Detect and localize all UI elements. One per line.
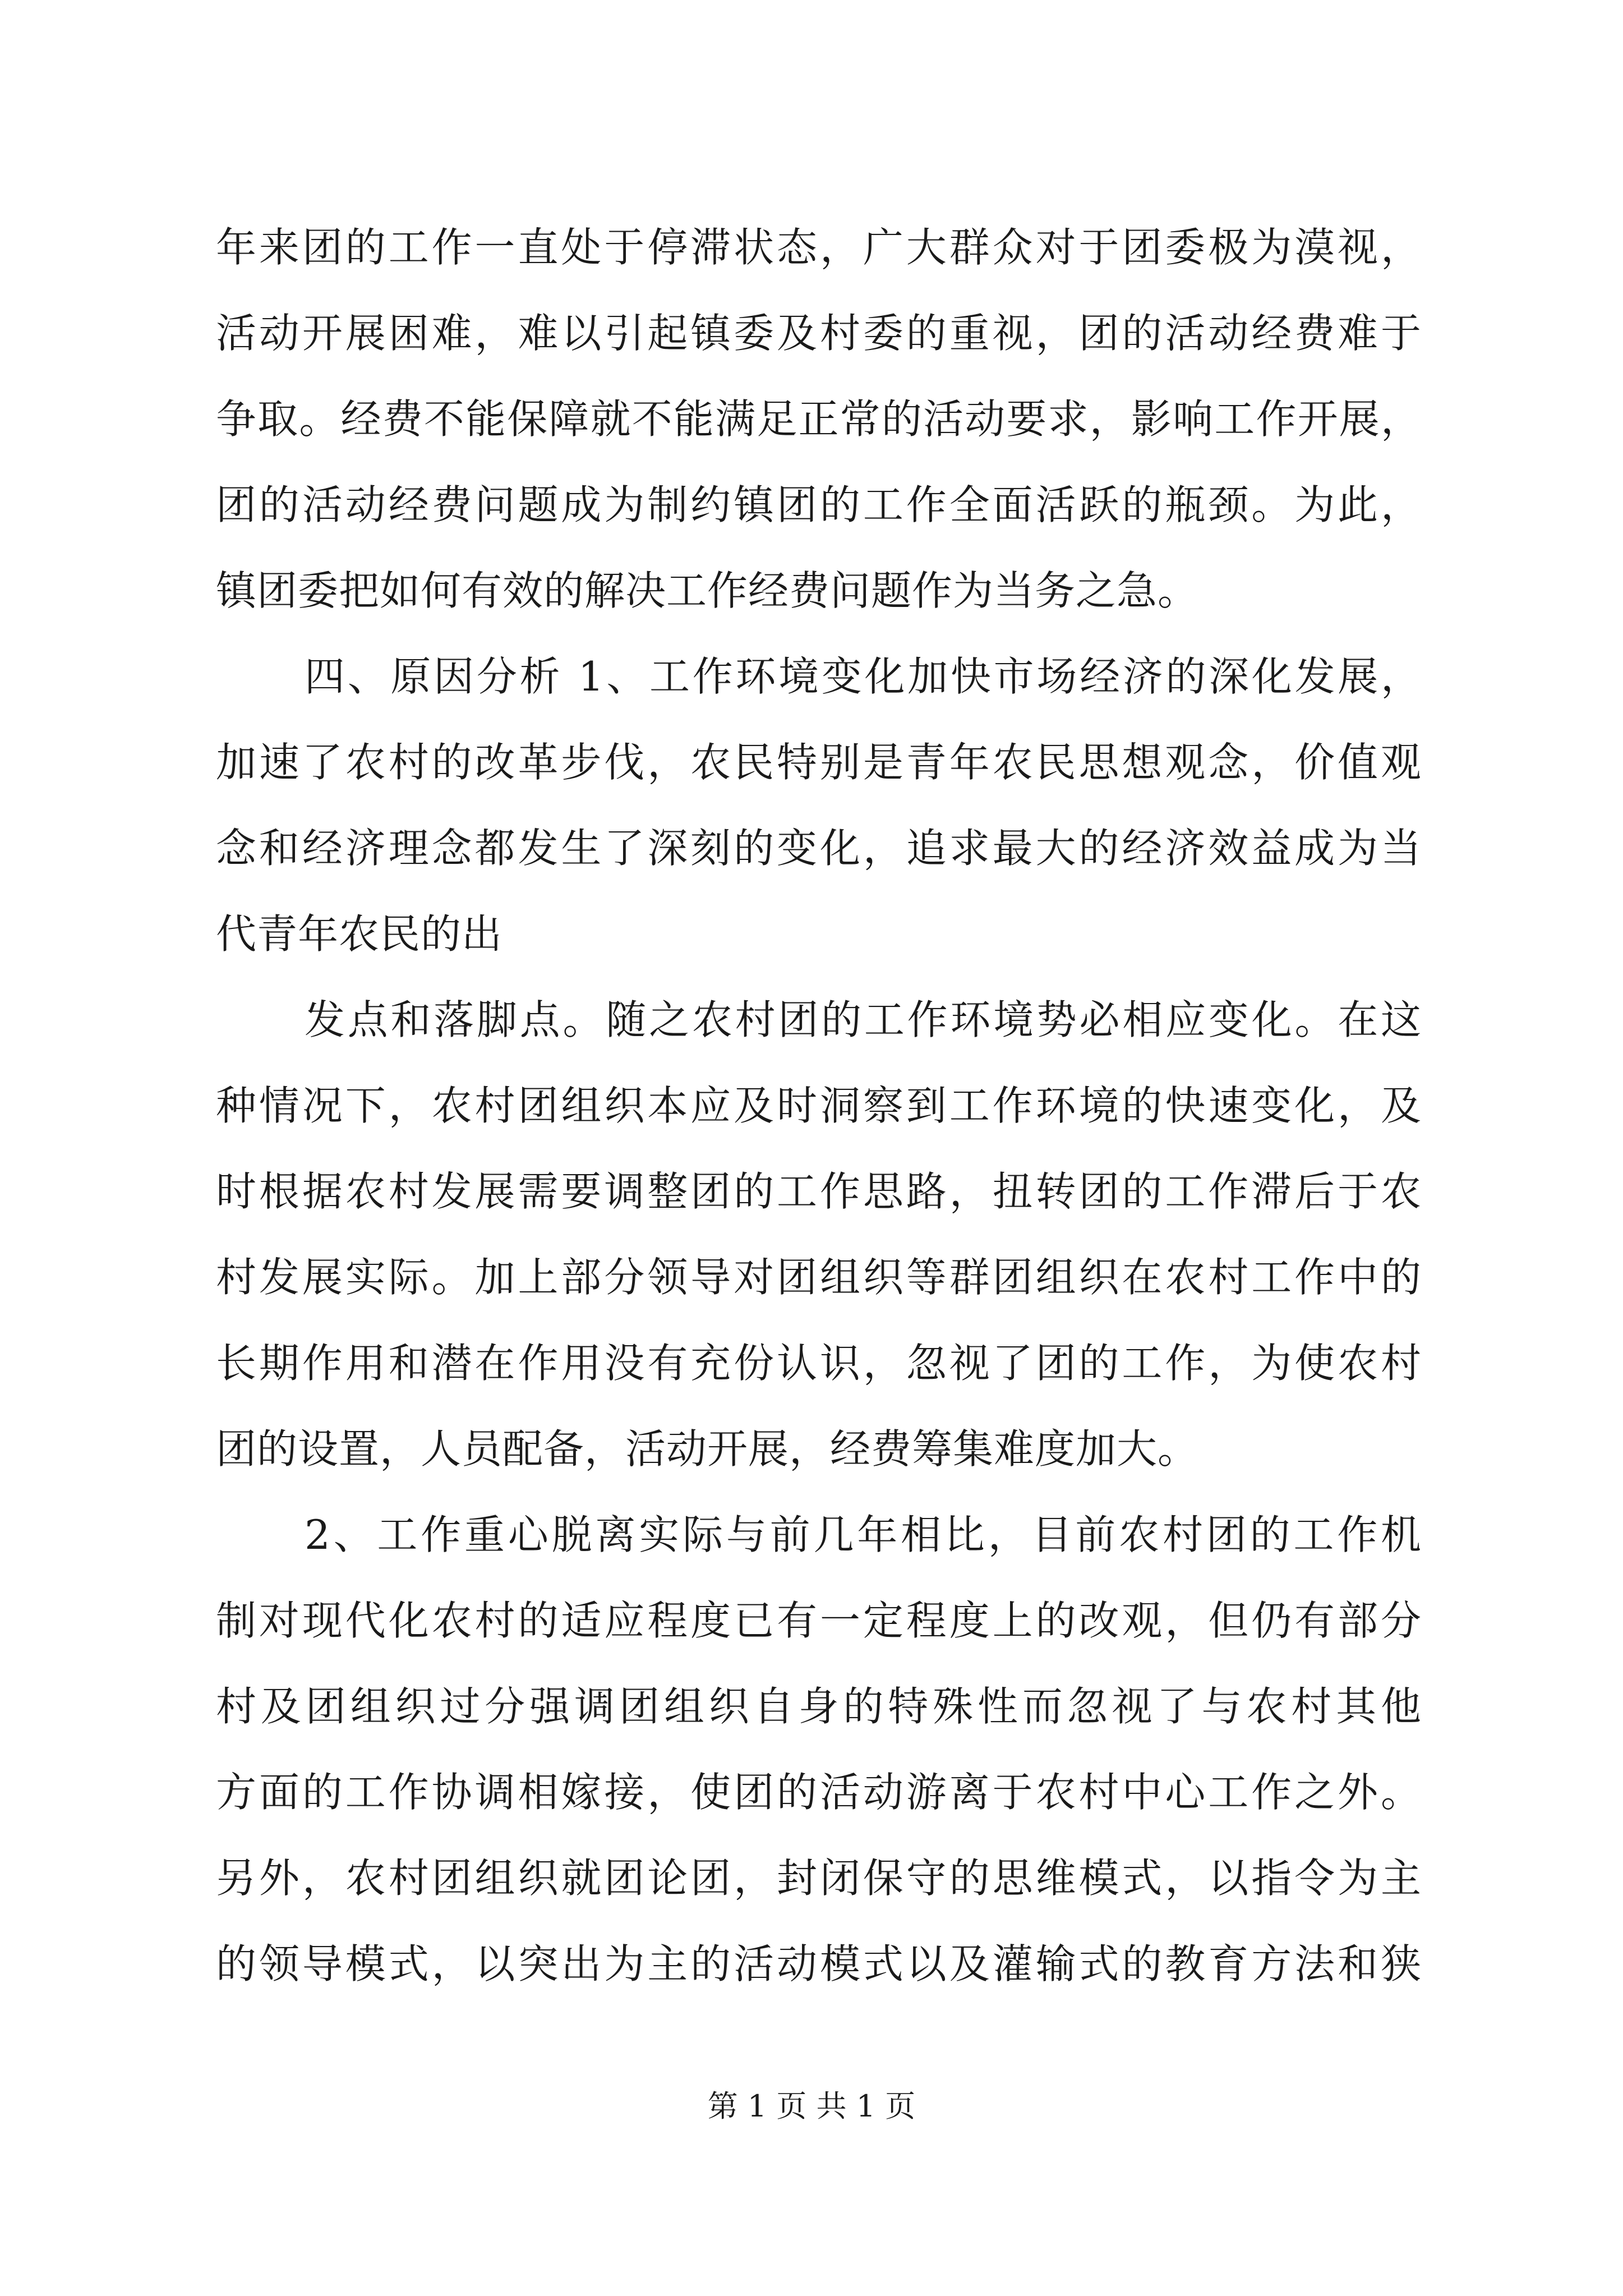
text-line: 镇团委把如何有效的解决工作经费问题作为当务之急。 xyxy=(216,567,1199,614)
text-line: 争取。经费不能保障就不能满足正常的活动要求，影响工作开展， xyxy=(216,395,1422,443)
text-line: 另外，农村团组织就团论团，封闭保守的思维模式，以指令为主 xyxy=(216,1855,1422,1902)
document-body xyxy=(216,205,1422,2007)
page-number: 第 1 页 共 1 页 xyxy=(707,2088,916,2124)
text-line: 的领导模式，以突出为主的活动模式以及灌输式的教育方法和狭 xyxy=(216,1940,1422,1987)
text-line: 团的活动经费问题成为制约镇团的工作全面活跃的瓶颈。为此， xyxy=(216,481,1422,528)
text-line: 村及团组织过分强调团组织自身的特殊性而忽视了与农村其他 xyxy=(216,1683,1422,1730)
text-line: 年来团的工作一直处于停滞状态，广大群众对于团委极为漠视， xyxy=(216,224,1422,271)
text-line: 长期作用和潜在作用没有充份认识，忽视了团的工作，为使农村 xyxy=(216,1340,1422,1387)
text-line: 四、原因分析 1、工作环境变化加快市场经济的深化发展， xyxy=(305,653,1422,700)
text-line: 代青年农民的出 xyxy=(216,910,503,958)
text-line: 种情况下，农村团组织本应及时洞察到工作环境的快速变化，及 xyxy=(216,1082,1422,1129)
text-line: 加速了农村的改革步伐，农民特别是青年农民思想观念，价值观 xyxy=(216,739,1422,786)
text-line: 时根据农村发展需要调整团的工作思路，扭转团的工作滞后于农 xyxy=(216,1168,1422,1215)
page-footer xyxy=(0,2087,1623,2126)
text-line: 念和经济理念都发生了深刻的变化，追求最大的经济效益成为当 xyxy=(216,825,1422,872)
text-line: 团的设置，人员配备，活动开展，经费筹集难度加大。 xyxy=(216,1425,1199,1473)
text-line: 2、工作重心脱离实际与前几年相比，目前农村团的工作机 xyxy=(305,1511,1422,1558)
text-line: 方面的工作协调相嫁接，使团的活动游离于农村中心工作之外。 xyxy=(216,1769,1422,1816)
text-line: 发点和落脚点。随之农村团的工作环境势必相应变化。在这 xyxy=(305,996,1422,1043)
text-line: 活动开展困难，难以引起镇委及村委的重视，团的活动经费难于 xyxy=(216,310,1422,357)
text-line: 制对现代化农村的适应程度已有一定程度上的改观，但仍有部分 xyxy=(216,1597,1422,1644)
text-line: 村发展实际。加上部分领导对团组织等群团组织在农村工作中的 xyxy=(216,1254,1422,1301)
